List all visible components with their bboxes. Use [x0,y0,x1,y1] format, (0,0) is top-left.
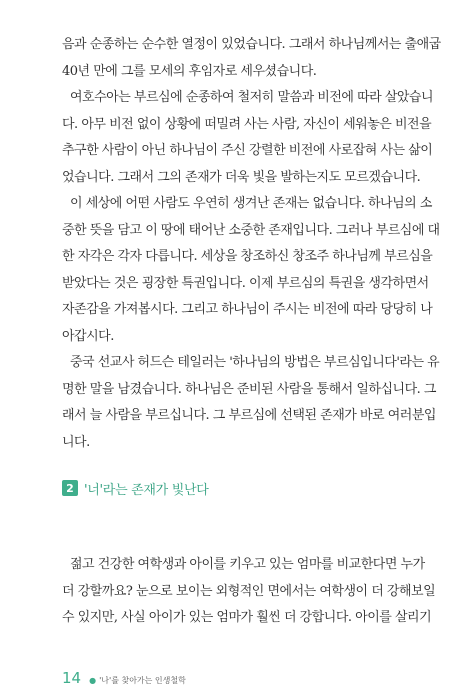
section-heading [62,478,209,498]
text-line: 래서 늘 사람을 부르십니다. 그 부르심에 선택된 존재가 바로 여러분입 [62,408,436,423]
text-line: 었습니다. 그래서 그의 존재가 더욱 빛을 발하는지도 모르겠습니다. [62,169,421,185]
text-line: 받았다는 것은 굉장한 특권입니다. 이제 부르심의 특권을 생각하면서 [62,275,429,291]
text-line: 젊고 건강한 여학생과 아이를 키우고 있는 엄마를 비교한다면 누가 [70,557,425,572]
text-line: 여호수아는 부르심에 순종하여 철저히 말씀과 비전에 따라 살았습니 [70,90,434,105]
paragraph [62,85,434,191]
body-text-lower [62,552,436,632]
text-line: 음과 순종하는 순수한 열정이 있었습니다. 그래서 하나님께서는 출애굽 [62,37,441,52]
text-line: 수 있지만, 사실 아이가 있는 엄마가 훨씬 더 강합니다. 아이를 살리기 [62,610,432,625]
text-line: 아갑시다. [62,328,114,344]
running-title: '나'를 찾아가는 인생철학 [99,676,186,685]
page-number: 14 [62,669,82,687]
paragraph [62,350,440,456]
section-title: '너'라는 존재가 빛난다 [84,482,209,498]
text-line: 추구한 사람이 아닌 하나님이 주신 강렬한 비전에 사로잡혀 사는 삶이 [62,143,433,158]
paragraph [62,191,440,350]
text-line: 다. 아무 비전 없이 상황에 떠밀려 사는 사람, 자신이 세워놓은 비전을 [62,116,432,132]
text-line: 중국 선교사 허드슨 테일러는 '하나님의 방법은 부르심입니다'라는 유 [70,355,440,370]
text-line: 니다. [62,434,90,450]
body-text-upper [62,32,441,456]
text-line: 더 강할까요? 눈으로 보이는 외형적인 면에서는 여학생이 더 강해보일 [62,583,436,599]
text-line: 중한 뜻을 담고 이 땅에 태어난 소중한 존재입니다. 그러나 부르심에 대 [62,222,440,238]
page-footer [62,669,186,687]
section-number-badge: 2 [62,480,78,496]
text-line: 자존감을 가져봅시다. 그리고 하나님이 주시는 비전에 따라 당당히 나 [62,302,433,317]
bullet-icon: ● [89,676,97,685]
paragraph [62,32,441,85]
text-line: 한 자각은 각자 다릅니다. 세상을 창조하신 창조주 하나님께 부르심을 [62,249,433,264]
text-line: 40년 만에 그를 모세의 후임자로 세우셨습니다. [62,63,317,79]
paragraph [62,552,436,632]
text-line: 명한 말을 남겼습니다. 하나님은 준비된 사람을 통해서 일하십니다. 그 [62,381,436,397]
text-line: 이 세상에 어떤 사람도 우연히 생겨난 존재는 없습니다. 하나님의 소 [70,196,432,211]
